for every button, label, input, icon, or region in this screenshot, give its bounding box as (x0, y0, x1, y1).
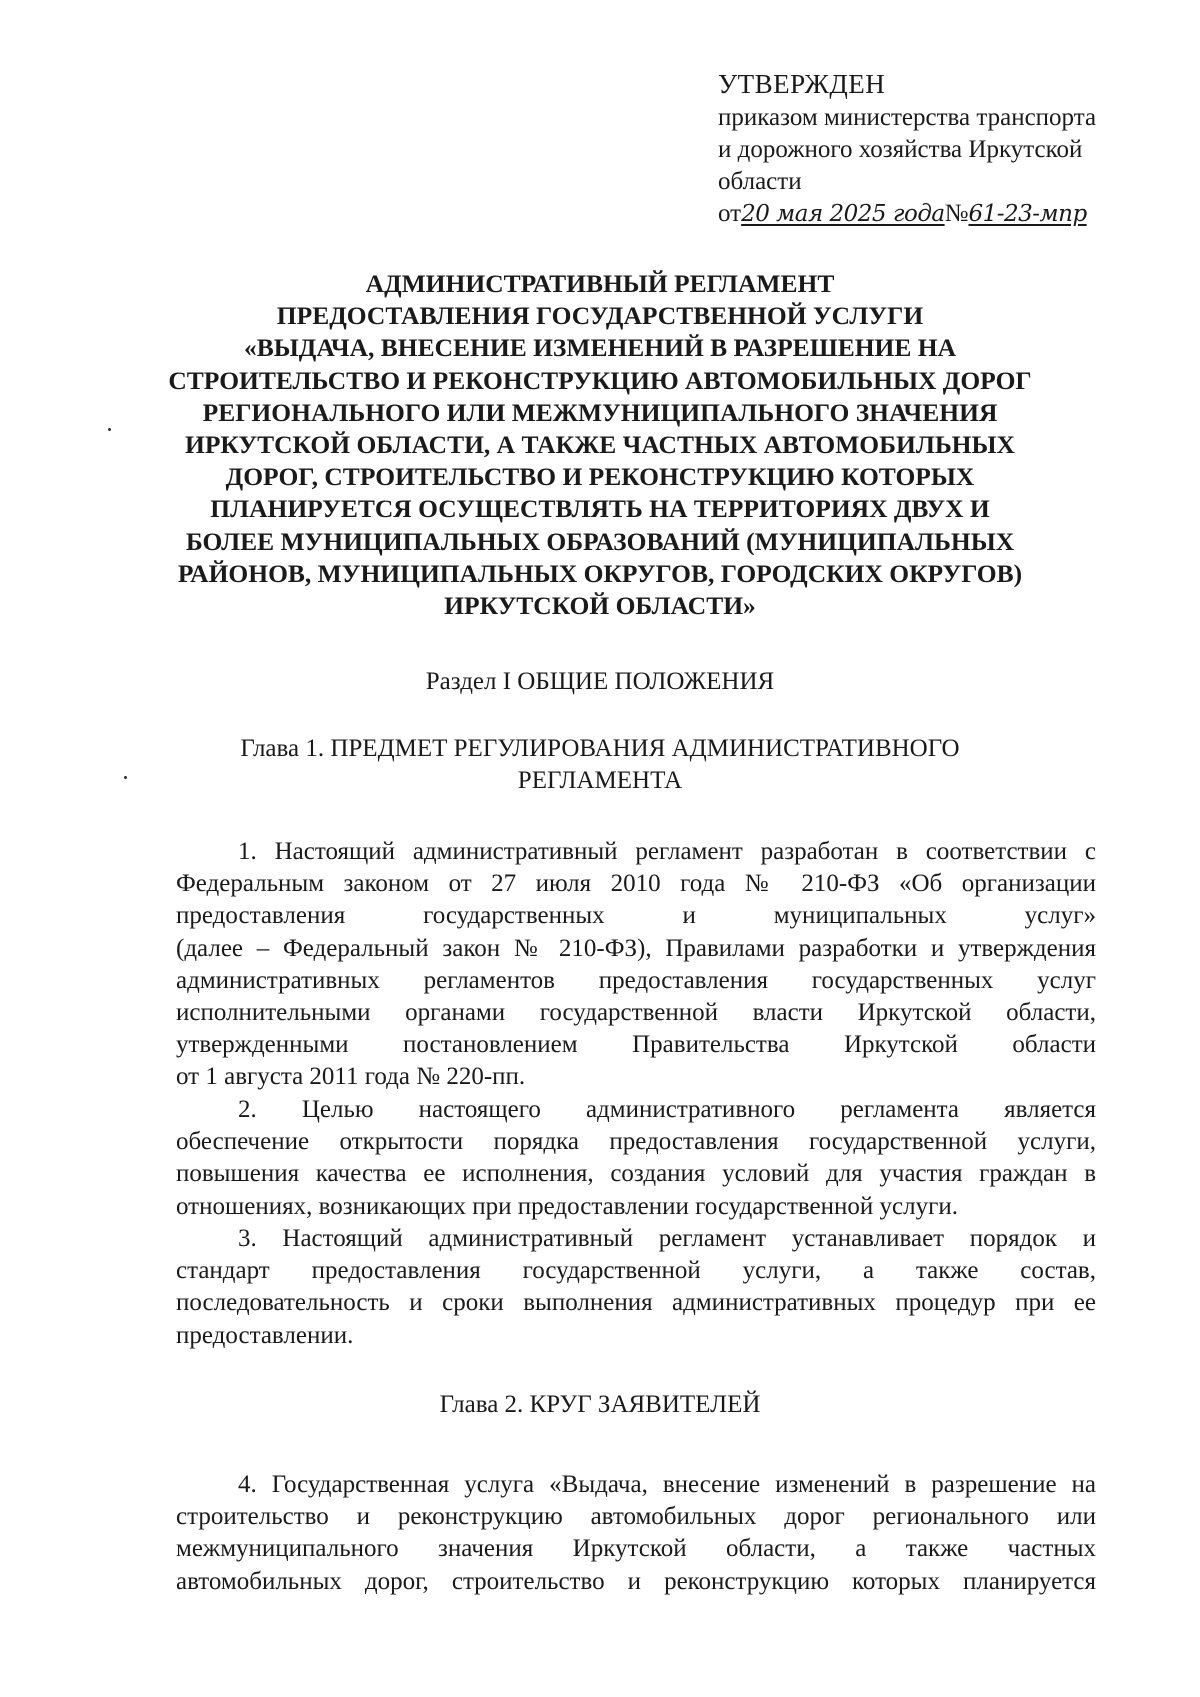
paragraph-line: стандарт предоставления государственной услуги, а также состав, (176, 1257, 1096, 1285)
paragraph-line: предоставления государственных и муниципальных услуг» (176, 902, 1096, 930)
date-prefix: от (718, 200, 742, 227)
title-line: ИРКУТСКОЙ ОБЛАСТИ, А ТАКЖЕ ЧАСТНЫХ АВТОМОБИЛЬНЫХ (185, 430, 1015, 460)
paragraph-line: административных регламентов предоставления государственных услуг (176, 966, 1096, 994)
title-line: «ВЫДАЧА, ВНЕСЕНИЕ ИЗМЕНЕНИЙ В РАЗРЕШЕНИЕ НА (243, 333, 957, 363)
paragraph-3 (176, 1223, 1096, 1352)
approval-line-1: приказом министерства транспорта (718, 104, 1097, 131)
paragraph-line: обеспечение открытости порядка предоставления государственной услуги, (176, 1128, 1096, 1156)
scan-speck (108, 428, 111, 431)
paragraph-line: 2. Целью настоящего административного регламента является (238, 1096, 1096, 1123)
chapter-1-heading (150, 733, 1050, 797)
chapter-2-title: Глава 2. КРУГ ЗАЯВИТЕЛЕЙ (439, 1391, 761, 1418)
paragraph-line: 4. Государственная услуга «Выдача, внесение изменений в разрешение на (238, 1471, 1096, 1498)
title-line: АДМИНИСТРАТИВНЫЙ РЕГЛАМЕНТ (365, 269, 835, 298)
handwritten-date: 20 мая 2025 года (741, 201, 945, 227)
approval-heading: УТВЕРЖДЕН (718, 69, 886, 99)
approval-line-2: и дорожного хозяйства Иркутской (718, 136, 1083, 163)
title-line: ПЛАНИРУЕТСЯ ОСУЩЕСТВЛЯТЬ НА ТЕРРИТОРИЯХ ДВУХ И (210, 494, 990, 524)
title-line: РАЙОНОВ, МУНИЦИПАЛЬНЫХ ОКРУГОВ, ГОРОДСКИХ ОКРУГОВ) (177, 558, 1023, 588)
paragraph-line: 3. Настоящий административный регламент устанавливает порядок и (238, 1225, 1096, 1252)
paragraph-line: (далее – Федеральный закон № 210-ФЗ), Правилами разработки и утверждения (176, 934, 1096, 962)
approval-line-3: области (718, 168, 802, 195)
paragraph-line: строительство и реконструкцию автомобильных дорог регионального или (176, 1503, 1096, 1531)
title-line: ИРКУТСКОЙ ОБЛАСТИ» (444, 591, 756, 621)
handwritten-number: 61-23-мпр (968, 201, 1087, 227)
title-line: БОЛЕЕ МУНИЦИПАЛЬНЫХ ОБРАЗОВАНИЙ (МУНИЦИПАЛЬНЫХ (185, 526, 1015, 556)
paragraph-line: предоставлении. (176, 1321, 354, 1349)
paragraph-line: отношениях, возникающих при предоставлении государственной услуги. (176, 1192, 958, 1220)
approval-date-row (718, 198, 1158, 230)
paragraph-line: утвержденными постановлением Правительства Иркутской области (176, 1031, 1096, 1059)
number-prefix: № (944, 200, 969, 227)
section-heading (150, 666, 1050, 698)
document-title (150, 268, 1050, 622)
paragraph-line: автомобильных дорог, строительство и реконструкцию которых планируется (176, 1567, 1096, 1595)
title-line: РЕГИОНАЛЬНОГО ИЛИ МЕЖМУНИЦИПАЛЬНОГО ЗНАЧЕНИЯ (202, 397, 998, 427)
paragraph-line: Федеральным законом от 27 июля 2010 года № 210-ФЗ «Об организации (176, 870, 1096, 898)
paragraph-2 (176, 1094, 1096, 1223)
approval-block (718, 68, 1158, 230)
paragraph-line: от 1 августа 2011 года № 220-пп. (176, 1063, 526, 1091)
paragraph-line: 1. Настоящий административный регламент разработан в соответствии с (238, 838, 1096, 865)
section-title: Раздел I ОБЩИЕ ПОЛОЖЕНИЯ (425, 668, 775, 695)
chapter-2-heading (150, 1389, 1050, 1421)
paragraph-line: межмуниципального значения Иркутской области, а также частных (176, 1535, 1096, 1563)
paragraph-line: повышения качества ее исполнения, создания условий для участия граждан в (176, 1160, 1096, 1188)
title-line: ПРЕДОСТАВЛЕНИЯ ГОСУДАРСТВЕННОЙ УСЛУГИ (276, 301, 924, 331)
scan-speck (124, 776, 127, 779)
paragraph-4 (176, 1469, 1096, 1598)
paragraph-line: последовательность и сроки выполнения административных процедур при ее (176, 1289, 1096, 1317)
paragraph-1 (176, 836, 1096, 1094)
chapter-1-line-2: РЕГЛАМЕНТА (517, 767, 683, 794)
title-line: СТРОИТЕЛЬСТВО И РЕКОНСТРУКЦИЮ АВТОМОБИЛЬНЫХ ДОРОГ (168, 365, 1032, 395)
paragraph-line: исполнительными органами государственной власти Иркутской области, (176, 998, 1096, 1026)
chapter-1-line-1: Глава 1. ПРЕДМЕТ РЕГУЛИРОВАНИЯ АДМИНИСТРАТИВНОГО (240, 735, 960, 762)
title-line: ДОРОГ, СТРОИТЕЛЬСТВО И РЕКОНСТРУКЦИЮ КОТОРЫХ (225, 462, 975, 492)
